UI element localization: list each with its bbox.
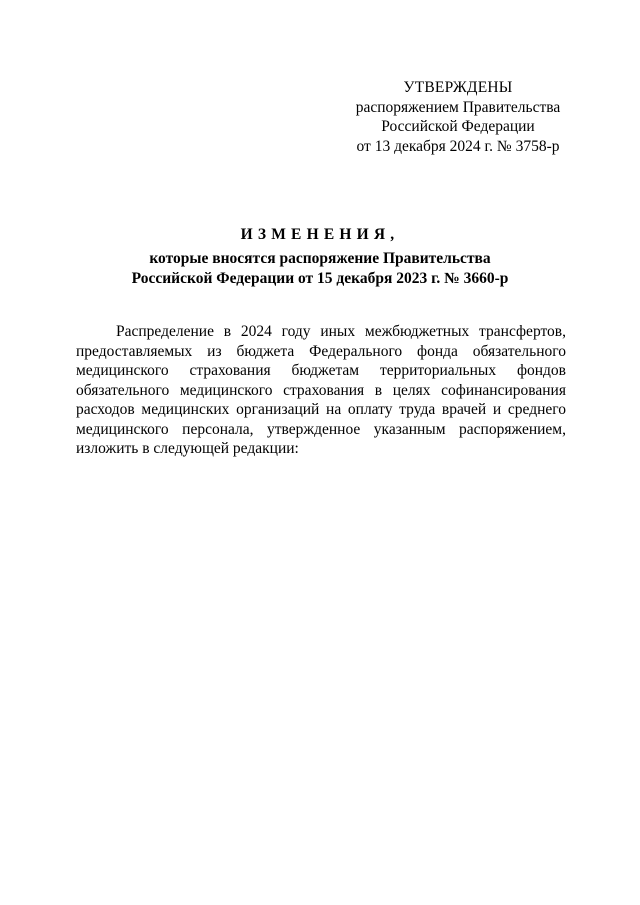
- subtitle-line: Российской Федерации от 15 декабря 2023 г. № 3660-р: [131, 269, 509, 287]
- paragraph-line: Распределение в 2024 году иных межбюджетных трансфертов,: [116, 323, 566, 340]
- body-paragraph: [76, 322, 566, 459]
- paragraph-line: расходов медицинских организаций на оплату труда врачей и среднего: [76, 401, 566, 418]
- approval-title: УТВЕРЖДЕНЫ: [403, 79, 513, 96]
- document-subtitle: [0, 249, 640, 288]
- document-title: ИЗМЕНЕНИЯ,: [240, 226, 400, 243]
- approval-line-government: Российской Федерации: [381, 118, 535, 135]
- approval-block: [338, 78, 578, 156]
- paragraph-line: изложить в следующей редакции:: [76, 440, 299, 457]
- paragraph-line: обязательного медицинского страхования в целях софинансирования: [76, 381, 566, 399]
- approval-line-authority: распоряжением Правительства: [355, 98, 561, 116]
- subtitle-line: которые вносятся распоряжение Правительства: [149, 250, 491, 267]
- paragraph-line: медицинского страхования бюджетам территориальных фондов: [76, 362, 566, 379]
- approval-line-date-number: от 13 декабря 2024 г. № 3758-р: [356, 137, 560, 155]
- paragraph-line: медицинского персонала, утвержденное указанным распоряжением,: [76, 420, 566, 438]
- paragraph-line: предоставляемых из бюджета Федерального фонда обязательного: [76, 342, 566, 360]
